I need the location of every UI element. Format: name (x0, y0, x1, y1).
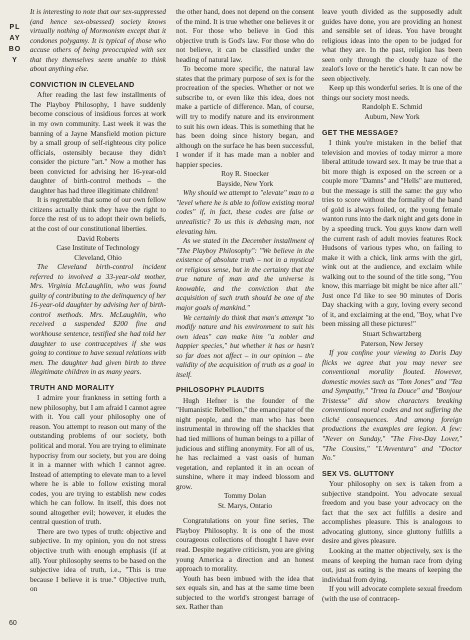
letter-paragraph: Keep up this wonderful series. It is one of the things our society most needs. (322, 84, 462, 102)
editor-reply-intro: It is interesting to note that our sex-suppressed (and hence sex-obsessed) society knows virtually nothing of Mormonism except that it condones polygamy. It is typical of those who accuse others of being preoccupied with sex that they themselves seem unable to think about anything else. (30, 8, 166, 74)
editor-reply: As we stated in the December installment of "The Playboy Philosophy": "We believe in the existence of absolute truth – not in a mystical or religious sense, but in the certainty that the true nature of man and the universe is knowable, and the conviction that the acquisition of such truth should be one of the major goals of mankind." (176, 237, 314, 312)
signature-line: David Roberts (76, 234, 120, 243)
heading-conviction-in-cleveland: CONVICTION IN CLEVELAND (30, 81, 135, 89)
letter-paragraph: Looking at the matter objectively, sex is the means of keeping the human race from dying out, just as eating is the means of keeping the individual from dying. (322, 546, 462, 584)
letter-paragraph: There are two types of truth: objective and subjective. In my opinion, you do not stress objective truth with enough emphasis (if at all). Your philosophy seems to be based on the subjective idea of truth, i.e., "This is true because I believe it is true." Objective truth, on (30, 527, 166, 594)
heading-get-the-message: GET THE MESSAGE? (322, 129, 399, 137)
letter-paragraph: Youth has been imbued with the idea that sex equals sin, and has at the same time been subjected to the world's strongest barrage of sex. Rather than (176, 574, 314, 612)
editor-reply: If you confine your viewing to Doris Day flicks we agree that you may never see conventional morality flouted. However, domestic movies such as "Tom Jones" and "Tea and Sympathy," "Irma la Douce" and "Bonjour Tristesse" did show characters breaking conventional moral codes and not suffering the cliché consequences. And among foreign productions the examples are legion. A few: "Never on Sunday," "The Five-Day Lover," "The Cousins," "L'Avventura" and "Doctor No." (322, 349, 462, 463)
editor-reply: Why should we attempt to "elevate" man to a "level where he is able to follow existing moral codes" if, in fact, these codes are false or unrealistic? To us this is debasing man, not elevating him. (176, 189, 314, 236)
letter-signature (322, 330, 462, 349)
letter-paragraph: It is regrettable that some of our own fellow citizens actually think they have the right to force the rest of us to adopt their own beliefs, at the cost of our constitutional liberties. (30, 196, 166, 233)
letter-paragraph-continued: the other hand, does not depend on the consent of the mind. It is true whether one believes it or not. For those who believe in God this objective truth is God's law. For those who do not believe, it can be classified under the heading of natural law. (176, 8, 314, 64)
letter-paragraph: Your philosophy on sex is taken from a subjective standpoint. You advocate sexual freedom and you base your advocacy on the fact that the sex act fulfills a desire and accomplishes pleasure. This is analogous to advocating gluttony, since gluttony fulfills a desire and gives pleasure. (322, 480, 462, 546)
page-number: 60 (9, 620, 17, 627)
heading-truth-and-morality: TRUTH AND MORALITY (30, 384, 115, 392)
letter-paragraph: To become more specific, the natural law states that the primary purpose of sex is for the procreation of the species. Whether or not we subscribe to, or even like this idea, does not make a particle of difference. Man, of course, will try to modify nature and its environment to suit his own ideas. This is something that he has been doing since history began, and although on the surface he has been successful, I wonder if it has made man a nobler and happier species. (176, 65, 314, 169)
letter-paragraph: Hugh Hefner is the founder of the "Humanistic Rebellion," the emancipator of the night people, and the man who has been instrumental in throwing off the shackles that had tied millions of human beings to a pillar of judicious and stifling anonymity. For all of us, he has reclaimed a vast oasis of human vegetation, and replanted it in an ocean of sunshine, where it may indeed blossom and grow. (176, 396, 314, 491)
heading-philosophy-plaudits: PHILOSOPHY PLAUDITS (176, 387, 265, 395)
signature-line: Paterson, New Jersey (360, 339, 424, 348)
signature-line: Cleveland, Ohio (74, 253, 122, 262)
signature-line: Case Institute of Technology (56, 244, 140, 253)
signature-line: Bayside, New York (216, 179, 274, 188)
editor-reply: We certainly do think that man's attempt "to modify nature and his environment to suit his own ideas" can make him "a nobler and happier species," but whether it has or hasn't so far does not affect – in our opinion – the validity of the acquisition of truth as a goal in itself. (176, 313, 314, 379)
letter-signature (322, 103, 462, 122)
letter-paragraph: Congratulations on your fine series, The Playboy Philosophy. It is one of the most courageous collections of thought I have ever read. Despite negative criticism, you are giving young America a direction and an honest approach to morality. (176, 517, 314, 574)
editor-reply: The Cleveland birth-control incident referred to involved a 33-year-old mother, Mrs. Virginia McLaughlin, who was found guilty of contributing to the delinquency of her 16-year-old daughter by advising her of birth-control methods. Mrs. McLaughlin, who received a suspended $200 fine and workhouse sentence, testified she had told her daughter to use contraceptives if she was going to continue to have sexual relations with men. The daughter had given birth to three illegitimate children in as many years. (30, 263, 166, 377)
signature-line: Roy R. Stoecker (221, 170, 269, 179)
column-3 (322, 8, 462, 634)
signature-line: Stuart Schwartzberg (362, 330, 422, 338)
signature-line: Randolph E. Schmid (361, 103, 423, 112)
heading-sex-vs-gluttony: SEX VS. GLUTTONY (322, 470, 395, 478)
signature-line: St. Marys, Ontario (218, 501, 272, 510)
column-2 (176, 8, 314, 634)
signature-line: Tommy Dolan (224, 492, 266, 501)
page-margin (0, 0, 30, 640)
letter-paragraph-continued: leave youth divided as the supposedly adult guides have done, you are providing an honest and sensible set of ideas. You have brought religious ideas into the open to be judged for what they are. In the past, religion has been seen only through the cloudy haze of the zealot's love or the heretic's hate. It can now be seen objectively. (322, 8, 462, 83)
letter-paragraph: After reading the last few installments of The Playboy Philosophy, I have suddenly become conscious of insidious forces at work in my own community. Last week it was the banning of a Jayne Mansfield motion picture by a small group of self-righteous city police officials, ostensibly because they didn't consider the picture "art." Now a mother has been convicted for advising her 16-year-old daughter of birth-control methods – the daughter has had three illegitimate children! (30, 91, 166, 195)
magazine-name: PLAYBOY (8, 24, 22, 64)
letter-signature (30, 235, 166, 264)
letter-paragraph: I think you're mistaken in the belief that television and movies of today mirror a more liberal attitude toward sex. It may be true that a bit more thigh is exposed on the screen or a couple more "Damns" and "Hells" are muttered, but the message is still the same: the guy who tries to score without the formality of the band of gold is always foiled, or, the young female wanton runs into the dark night and gets done in by a speeding truck. You guys know darn well the current rash of adult movies features Rock Hudsons of various types who, on failing to make it with a chick, link arms with the girl, wink out at the audience, and exclaim while walking out to the sound of the title song, "You know, this marriage bit might be nice after all." Just once I'd like to see 90 minutes of Doris Day shacking with a guy, loving every second of it, and exclaiming at the end, "Boy, what I've been missing all these pictures!" (322, 139, 462, 329)
letter-signature (176, 492, 314, 511)
letter-signature (176, 170, 314, 189)
signature-line: Auburn, New York (364, 113, 420, 122)
letter-paragraph: If you will advocate complete sexual freedom (with the use of contracep- (322, 585, 462, 603)
column-1 (30, 8, 166, 634)
letter-paragraph: I admire your frankness in setting forth a new philosophy, but I am afraid I cannot agree with it. You call your philosophy one of reason. You attempt to reason out many of the outstanding problems of our society, both political and moral. You are trying to eliminate hypocrisy from our society, but you are doing it in a manner with which I cannot agree. Instead of attempting to elevate man to a level where he is able to follow existing moral codes, you are trying to establish new codes which he can follow. In itself, this does not sound altogether evil; however, it eludes the central question of truth. (30, 394, 166, 527)
